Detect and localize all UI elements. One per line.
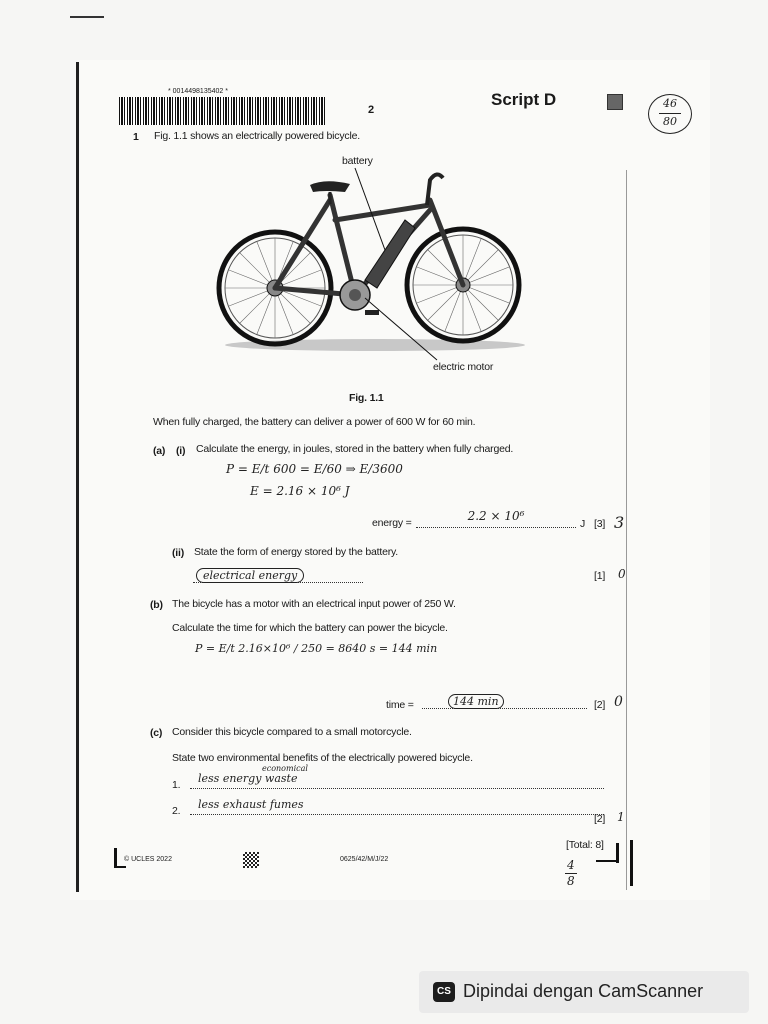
- script-label: Script D: [491, 90, 557, 109]
- part-c-instruction: State two environmental benefits of the electrically powered bicycle.: [172, 752, 473, 764]
- part-b-question: The bicycle has a motor with an electrical input power of 250 W.: [172, 598, 456, 610]
- corner-mark-bottom-left: [114, 848, 117, 868]
- corner-mark-bottom-left-h: [114, 866, 126, 868]
- part-b-working: P = E/t 2.16×10⁶ / 250 = 8640 s = 144 min: [195, 642, 438, 655]
- saddle: [310, 181, 350, 192]
- part-c-label: (c): [150, 727, 163, 739]
- answer1-value: less energy waste: [198, 772, 298, 785]
- part-a-ii-awarded: 0: [618, 567, 626, 581]
- part-b-awarded: 0: [614, 694, 623, 710]
- part-a-i-marks: [3]: [594, 518, 606, 530]
- time-answer-line: [422, 692, 587, 709]
- answer1-annotation: economical: [262, 764, 308, 773]
- score-top: 46: [663, 97, 677, 110]
- label-battery: battery: [342, 155, 373, 167]
- question-intro: Fig. 1.1 shows an electrically powered bicycle.: [154, 130, 360, 142]
- part-a-ii-marks: [1]: [594, 570, 606, 582]
- score-bottom: 80: [663, 115, 677, 128]
- page-edge-bottom-right: [630, 840, 633, 886]
- time-answer: 144 min: [448, 694, 504, 709]
- part-a-ii-label: (ii): [172, 547, 185, 559]
- time-label: time =: [386, 699, 414, 711]
- part-a-ii-question: State the form of energy stored by the battery.: [194, 546, 399, 558]
- qr-code-icon: [243, 852, 259, 868]
- bicycle-figure: [215, 160, 525, 375]
- score-circle: [648, 94, 692, 134]
- answer2-text: [190, 798, 604, 815]
- part-c-awarded: 1: [617, 810, 625, 824]
- battery-pointer: [355, 168, 385, 250]
- answer2-value: less exhaust fumes: [198, 798, 304, 811]
- part-b-label: (b): [150, 599, 163, 611]
- total-awarded-bottom: 8: [567, 874, 575, 888]
- energy-unit: J: [580, 518, 586, 530]
- statement: When fully charged, the battery can deliver a power of 600 W for 60 min.: [153, 416, 476, 428]
- energy-answer: 2.2 × 10⁶: [416, 509, 576, 528]
- question-number: 1: [133, 131, 139, 143]
- part-a-i-working-2: E = 2.16 × 10⁶ J: [250, 484, 350, 498]
- answer1-text: [190, 772, 604, 789]
- score-fraction-line: [659, 113, 681, 114]
- part-a-ii-answer-line: [193, 566, 363, 583]
- part-b-instruction: Calculate the time for which the battery can power the bicycle.: [172, 622, 448, 634]
- part-a-i-label: (i): [176, 445, 186, 457]
- scan-edge-mark: [70, 16, 104, 18]
- page-number: 2: [368, 104, 375, 116]
- camscanner-logo-icon: CS: [433, 982, 455, 1002]
- paper-code: 0625/42/M/J/22: [340, 856, 389, 863]
- total-awarded-top: 4: [567, 858, 575, 872]
- part-a-i-awarded: 3: [614, 513, 625, 532]
- total-marks: [Total: 8]: [566, 839, 604, 851]
- left-margin-rule: [76, 62, 79, 892]
- part-a-i-working-1: P = E/t 600 = E/60 ⇒ E/3600: [226, 462, 403, 476]
- part-c-marks: [2]: [594, 813, 606, 825]
- barcode: [119, 97, 325, 125]
- part-b-marks: [2]: [594, 699, 606, 711]
- motor-hub: [349, 289, 361, 301]
- figure-caption: Fig. 1.1: [349, 392, 384, 404]
- pedal: [365, 310, 379, 315]
- answer2-number: 2.: [172, 805, 181, 817]
- part-c-question: Consider this bicycle compared to a small motorcycle.: [172, 726, 412, 738]
- barcode-number: * 0014498135402 *: [168, 88, 228, 95]
- grey-marker-square: [607, 94, 623, 110]
- part-a-i-question: Calculate the energy, in joules, stored in the battery when fully charged.: [196, 443, 514, 455]
- part-a-ii-answer: electrical energy: [196, 568, 304, 583]
- right-margin-rule: [626, 170, 627, 890]
- part-a-label: (a): [153, 445, 166, 457]
- camscanner-text: Dipindai dengan CamScanner: [463, 981, 704, 1001]
- answer1-number: 1.: [172, 779, 181, 791]
- energy-label: energy =: [372, 517, 412, 529]
- handlebar: [427, 174, 443, 205]
- label-electric-motor: electric motor: [433, 361, 494, 373]
- corner-mark-bottom-right-h: [596, 860, 618, 862]
- copyright: © UCLES 2022: [124, 856, 172, 863]
